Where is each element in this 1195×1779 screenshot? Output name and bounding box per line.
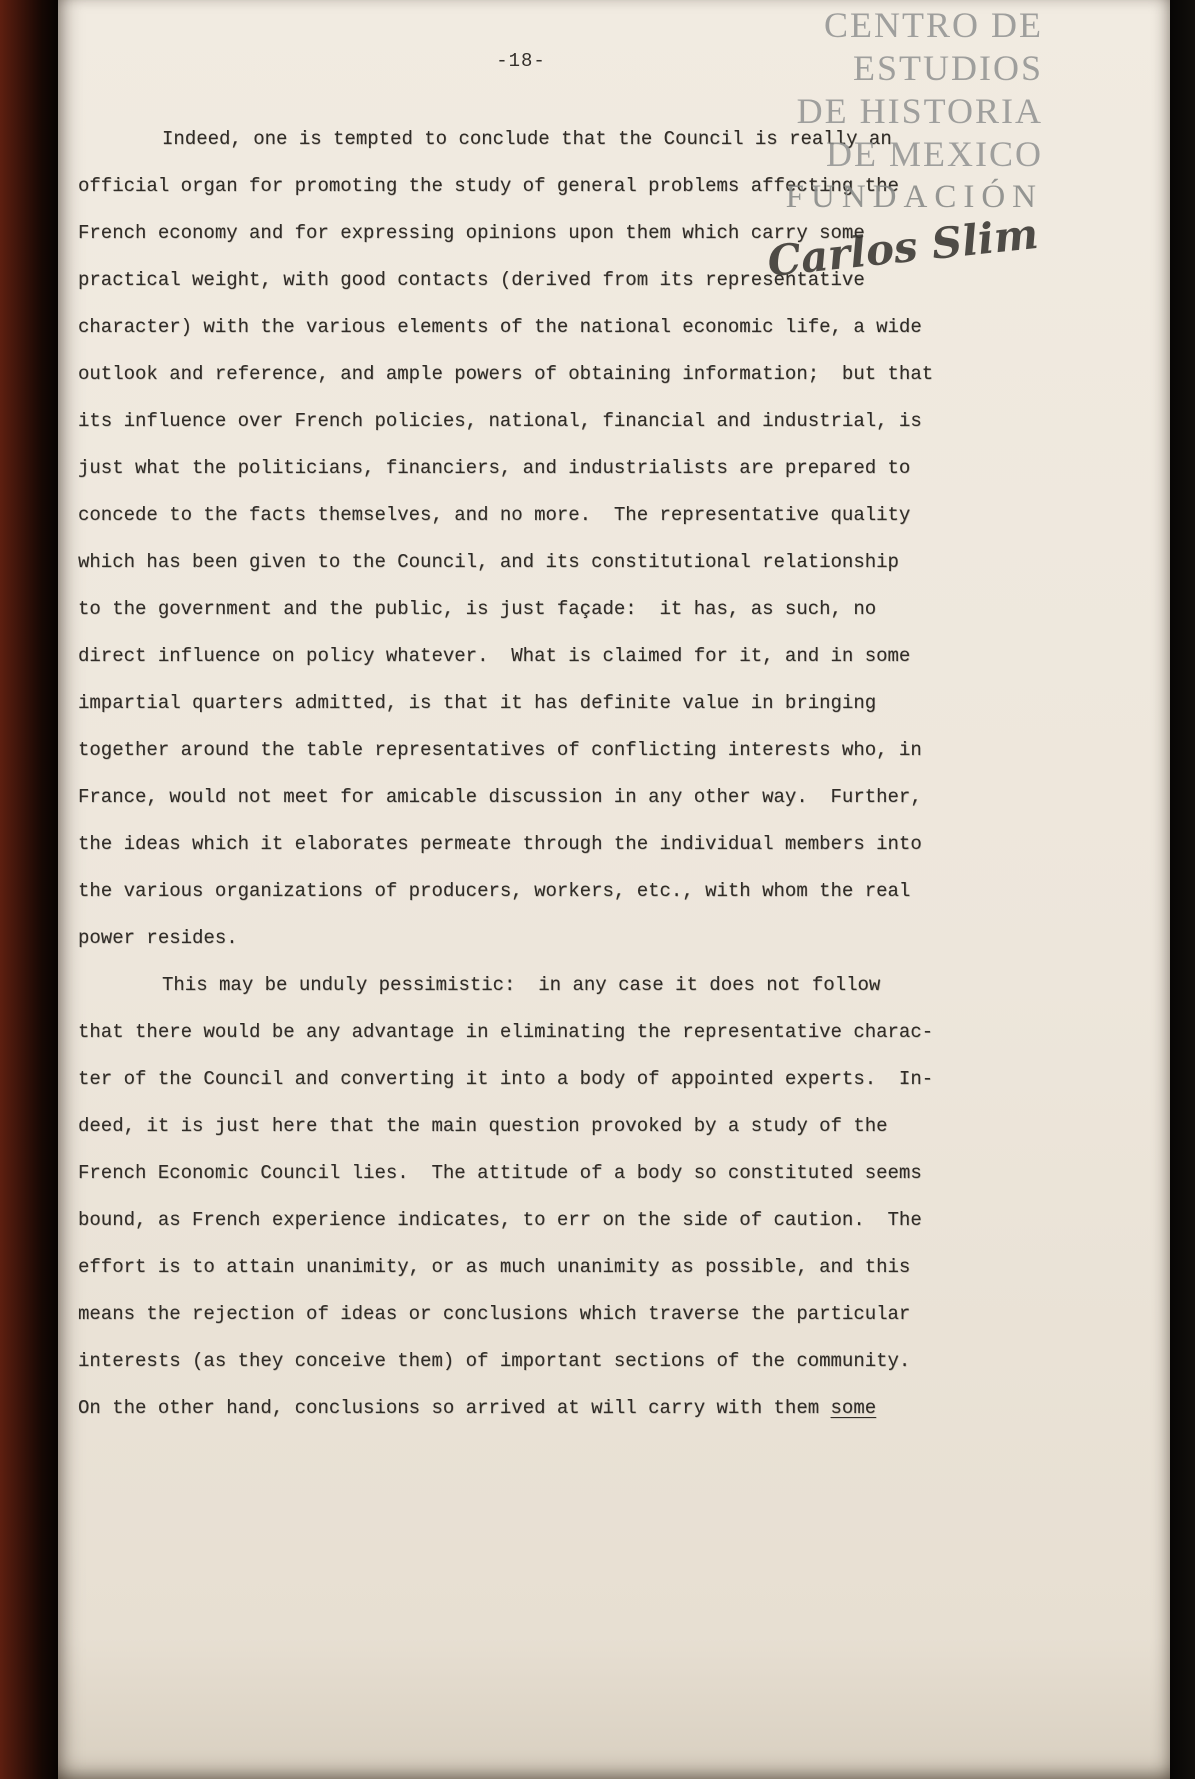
text-segment: Indeed, one is tempted to conclude that the Council is really an — [162, 128, 892, 150]
text-line — [78, 868, 976, 915]
text-segment: that there would be any advantage in eliminating the representative charac- — [78, 1021, 934, 1043]
text-segment: together around the table representatives of conflicting interests who, in — [78, 739, 922, 761]
text-line — [78, 774, 976, 821]
text-segment: ter of the Council and converting it into a body of appointed experts. In- — [78, 1068, 934, 1090]
text-line — [78, 962, 976, 1009]
page-number: -18- — [496, 50, 546, 72]
scan-left-edge — [0, 0, 60, 1779]
document-text — [78, 116, 976, 1432]
text-line — [78, 445, 976, 492]
text-segment: concede to the facts themselves, and no more. The representative quality — [78, 504, 911, 526]
text-line — [78, 1056, 976, 1103]
text-segment: official organ for promoting the study of general problems affecting the — [78, 175, 899, 197]
underlined-word: some — [830, 1397, 877, 1419]
text-segment: French Economic Council lies. The attitude of a body so constituted seems — [78, 1162, 922, 1184]
text-segment: character) with the various elements of the national economic life, a wide — [78, 316, 922, 338]
text-segment: practical weight, with good contacts (derived from its representative — [78, 269, 865, 291]
watermark-signature: Carlos Slim — [765, 208, 1041, 287]
text-segment: outlook and reference, and ample powers of obtaining information; but that — [78, 363, 934, 385]
text-segment: bound, as French experience indicates, to err on the side of caution. The — [78, 1209, 922, 1231]
text-segment: the ideas which it elaborates permeate through the individual members into — [78, 833, 922, 855]
watermark-line: DE HISTORIA — [796, 91, 1043, 131]
text-segment: French economy and for expressing opinions upon them which carry some — [78, 222, 865, 244]
paragraph — [78, 962, 976, 1432]
text-line — [78, 539, 976, 586]
watermark-line: DE MEXICO — [826, 134, 1043, 174]
text-segment: deed, it is just here that the main question provoked by a study of the — [78, 1115, 888, 1137]
text-line — [78, 680, 976, 727]
text-segment: direct influence on policy whatever. What is claimed for it, and in some — [78, 645, 911, 667]
text-line — [78, 304, 976, 351]
text-line — [78, 821, 976, 868]
text-segment: impartial quarters admitted, is that it has definite value in bringing — [78, 692, 877, 714]
text-segment: France, would not meet for amicable discussion in any other way. Further, — [78, 786, 922, 808]
text-segment: its influence over French policies, national, financial and industrial, is — [78, 410, 922, 432]
text-line — [78, 1150, 976, 1197]
text-segment: means the rejection of ideas or conclusions which traverse the particular — [78, 1303, 911, 1325]
text-line — [78, 1103, 976, 1150]
text-line — [78, 1385, 976, 1432]
text-line — [78, 915, 976, 962]
watermark-line: ESTUDIOS — [852, 48, 1043, 88]
watermark-line: FUNDACIÓN — [785, 179, 1043, 215]
text-line — [78, 492, 976, 539]
text-line — [78, 257, 976, 304]
text-segment: to the government and the public, is just façade: it has, as such, no — [78, 598, 877, 620]
text-line — [78, 163, 976, 210]
text-line — [78, 1009, 976, 1056]
text-line — [78, 1244, 976, 1291]
text-line — [78, 116, 976, 163]
text-segment: just what the politicians, financiers, and industrialists are prepared to — [78, 457, 911, 479]
text-line — [78, 1291, 976, 1338]
text-line — [78, 586, 976, 633]
text-line — [78, 398, 976, 445]
text-segment: interests (as they conceive them) of important sections of the community. — [78, 1350, 911, 1372]
text-line — [78, 210, 976, 257]
text-segment: which has been given to the Council, and its constitutional relationship — [78, 551, 899, 573]
text-line — [78, 1338, 976, 1385]
text-line — [78, 351, 976, 398]
paragraph — [78, 116, 976, 962]
text-line — [78, 727, 976, 774]
text-segment: On the other hand, conclusions so arrived at will carry with them — [78, 1397, 831, 1419]
text-line — [78, 1197, 976, 1244]
text-segment: This may be unduly pessimistic: in any case it does not follow — [162, 974, 881, 996]
text-segment: effort is to attain unanimity, or as much unanimity as possible, and this — [78, 1256, 911, 1278]
text-segment: the various organizations of producers, workers, etc., with whom the real — [78, 880, 911, 902]
text-segment: power resides. — [78, 927, 238, 949]
text-line — [78, 633, 976, 680]
watermark-line: CENTRO DE — [824, 5, 1043, 45]
